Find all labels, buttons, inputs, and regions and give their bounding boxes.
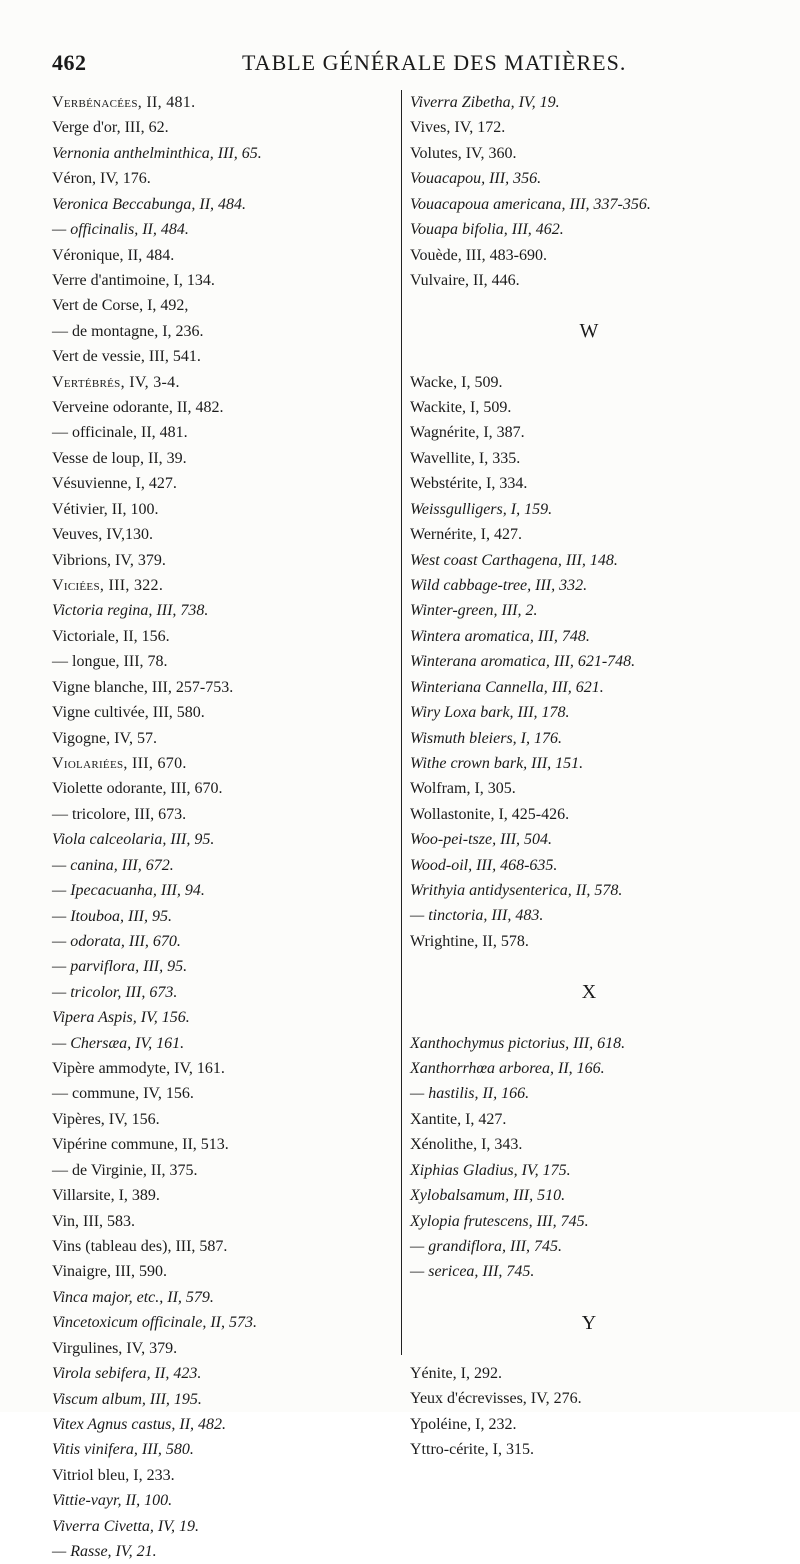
- index-entry: Wrightine, II, 578.: [410, 932, 529, 950]
- index-entry: Wavellite, I, 335.: [410, 449, 521, 467]
- index-entry: Wolfram, I, 305.: [410, 780, 516, 798]
- index-entry: Wernérite, I, 427.: [410, 526, 522, 544]
- index-entry: Vipères, IV, 156.: [52, 1110, 160, 1128]
- index-entry: Villarsite, I, 389.: [52, 1187, 160, 1205]
- index-entry: Vert de Corse, I, 492,: [52, 297, 189, 315]
- index-entry: Vouacapou, III, 356.: [410, 170, 542, 188]
- index-entry: Veuves, IV,130.: [52, 526, 154, 544]
- index-column-left: [52, 90, 397, 1564]
- index-entry: Vinca major, etc., II, 579.: [52, 1288, 214, 1306]
- index-entry: Vives, IV, 172.: [410, 119, 506, 137]
- index-entry: Véronique, II, 484.: [52, 246, 175, 264]
- index-entry: Webstérite, I, 334.: [410, 475, 528, 493]
- index-entry: Vouapa bifolia, III, 462.: [410, 221, 564, 239]
- index-entry: Winter-green, III, 2.: [410, 602, 538, 620]
- index-entry: Winterana aromatica, III, 621-748.: [410, 653, 636, 671]
- index-entry: Vins (tableau des), III, 587.: [52, 1237, 228, 1255]
- index-entry: Verge d'or, III, 62.: [52, 119, 169, 137]
- index-entry: — commune, IV, 156.: [52, 1085, 194, 1103]
- index-entry: — Chersæa, IV, 161.: [52, 1034, 185, 1052]
- index-entry: Violette odorante, III, 670.: [52, 780, 223, 798]
- index-entry: Wismuth bleiers, I, 176.: [410, 729, 562, 747]
- index-entry: Verre d'antimoine, I, 134.: [52, 271, 215, 289]
- index-entry: Wiry Loxa bark, III, 178.: [410, 704, 570, 722]
- index-entry: Virgulines, IV, 379.: [52, 1339, 178, 1357]
- index-entry: Xantite, I, 427.: [410, 1110, 507, 1128]
- index-entry: Vulvaire, II, 446.: [410, 271, 520, 289]
- index-entry: — de Virginie, II, 375.: [52, 1161, 198, 1179]
- index-entry: Vinaigre, III, 590.: [52, 1263, 167, 1281]
- section-letter: Y: [581, 1311, 597, 1334]
- index-entry: Vipère ammodyte, IV, 161.: [52, 1060, 225, 1078]
- index-entry: — canina, III, 672.: [52, 856, 174, 874]
- index-entry: Ypoléine, I, 232.: [410, 1415, 517, 1433]
- index-entry: — tricolor, III, 673.: [52, 983, 178, 1001]
- index-entry: Verveine odorante, II, 482.: [52, 399, 224, 417]
- index-entry: Veronica Beccabunga, II, 484.: [52, 195, 247, 213]
- index-entry: Withe crown bark, III, 151.: [410, 754, 584, 772]
- index-entry: Writhyia antidysenterica, II, 578.: [410, 882, 623, 900]
- index-entry: Victoria regina, III, 738.: [52, 602, 209, 620]
- index-entry: — de montagne, I, 236.: [52, 322, 204, 340]
- index-entry: Vigne cultivée, III, 580.: [52, 704, 205, 722]
- index-entry: — sericea, III, 745.: [410, 1263, 535, 1281]
- index-entry: — officinalis, II, 484.: [52, 221, 189, 239]
- column-divider: [401, 90, 402, 1355]
- index-entry: Xanthochymus pictorius, III, 618.: [410, 1034, 626, 1052]
- index-entry: Woo-pei-tsze, III, 504.: [410, 831, 553, 849]
- index-entry: Vertébrés, IV, 3-4.: [52, 373, 180, 391]
- index-entry: Vésuvienne, I, 427.: [52, 475, 177, 493]
- index-entry: Viscum album, III, 195.: [52, 1390, 202, 1408]
- index-entry: — Itouboa, III, 95.: [52, 907, 172, 925]
- index-entry: Viola calceolaria, III, 95.: [52, 831, 215, 849]
- index-entry: Vesse de loup, II, 39.: [52, 449, 187, 467]
- index-entry: Viciées, III, 322.: [52, 577, 164, 595]
- index-entry: Vittie-vayr, II, 100.: [52, 1492, 173, 1510]
- index-entry: Weissgulligers, I, 159.: [410, 500, 553, 518]
- index-entry: Wollastonite, I, 425-426.: [410, 805, 570, 823]
- page-number: 462: [52, 50, 87, 75]
- index-entry: Véron, IV, 176.: [52, 170, 151, 188]
- index-entry: Yeux d'écrevisses, IV, 276.: [410, 1390, 582, 1408]
- index-entry: Victoriale, II, 156.: [52, 627, 170, 645]
- index-entry: Vitriol bleu, I, 233.: [52, 1466, 175, 1484]
- index-entry: Vipera Aspis, IV, 156.: [52, 1009, 190, 1027]
- page-header: [52, 50, 752, 84]
- index-entry: Verbénacées, II, 481.: [52, 94, 196, 111]
- index-entry: Virola sebifera, II, 423.: [52, 1365, 202, 1383]
- index-entry: — grandiflora, III, 745.: [410, 1237, 562, 1255]
- index-entry: Yénite, I, 292.: [410, 1365, 502, 1383]
- index-entry: West coast Carthagena, III, 148.: [410, 551, 618, 569]
- index-entry: Vigne blanche, III, 257-753.: [52, 678, 234, 696]
- index-entry: — Rasse, IV, 21.: [52, 1543, 157, 1561]
- index-entry: Xanthorrhœa arborea, II, 166.: [410, 1060, 605, 1077]
- index-entry: Wagnérite, I, 387.: [410, 424, 525, 442]
- index-entry: Vernonia anthelminthica, III, 65.: [52, 144, 262, 162]
- section-letter: W: [579, 320, 599, 343]
- index-entry: — Ipecacuanha, III, 94.: [52, 882, 205, 900]
- index-entry: Xylobalsamum, III, 510.: [410, 1187, 566, 1205]
- index-entry: Vouède, III, 483-690.: [410, 246, 548, 264]
- index-entry: Vincetoxicum officinale, II, 573.: [52, 1314, 257, 1332]
- index-entry: Viverra Zibetha, IV, 19.: [410, 94, 560, 111]
- index-entry: — officinale, II, 481.: [52, 424, 188, 442]
- index-entry: — tricolore, III, 673.: [52, 805, 187, 823]
- index-entry: Winteriana Cannella, III, 621.: [410, 678, 604, 696]
- page-title: TABLE GÉNÉRALE DES MATIÈRES.: [242, 50, 627, 75]
- index-entry: Wacke, I, 509.: [410, 373, 503, 391]
- index-entry: Xénolithe, I, 343.: [410, 1136, 523, 1154]
- index-entry: Vigogne, IV, 57.: [52, 729, 157, 747]
- index-entry: Wackite, I, 509.: [410, 399, 512, 417]
- index-entry: Yttro-cérite, I, 315.: [410, 1441, 534, 1459]
- index-entry: Vin, III, 583.: [52, 1212, 136, 1230]
- index-entry: Vétivier, II, 100.: [52, 500, 159, 518]
- index-entry: — longue, III, 78.: [52, 653, 168, 671]
- index-entry: Vitis vinifera, III, 580.: [52, 1441, 194, 1459]
- section-letter: X: [581, 981, 597, 1004]
- index-entry: Vitex Agnus castus, II, 482.: [52, 1415, 227, 1433]
- index-entry: Xiphias Gladius, IV, 175.: [410, 1161, 571, 1179]
- index-entry: Vibrions, IV, 379.: [52, 551, 166, 569]
- index-entry: Xylopia frutescens, III, 745.: [410, 1212, 589, 1230]
- index-entry: Vipérine commune, II, 513.: [52, 1136, 229, 1154]
- index-column-right: [410, 90, 760, 1463]
- index-entry: Vert de vessie, III, 541.: [52, 348, 201, 366]
- index-entry: Violariées, III, 670.: [52, 754, 187, 772]
- index-entry: — odorata, III, 670.: [52, 932, 181, 950]
- index-entry: Wood-oil, III, 468-635.: [410, 856, 558, 874]
- index-entry: Wintera aromatica, III, 748.: [410, 627, 590, 645]
- index-entry: — tinctoria, III, 483.: [410, 907, 544, 925]
- index-entry: Viverra Civetta, IV, 19.: [52, 1517, 199, 1535]
- index-entry: Vouacapoua americana, III, 337-356.: [410, 195, 651, 213]
- index-entry: Volutes, IV, 360.: [410, 144, 517, 162]
- index-entry: Wild cabbage-tree, III, 332.: [410, 577, 588, 594]
- index-entry: — hastilis, II, 166.: [410, 1085, 530, 1103]
- index-entry: — parviflora, III, 95.: [52, 958, 188, 976]
